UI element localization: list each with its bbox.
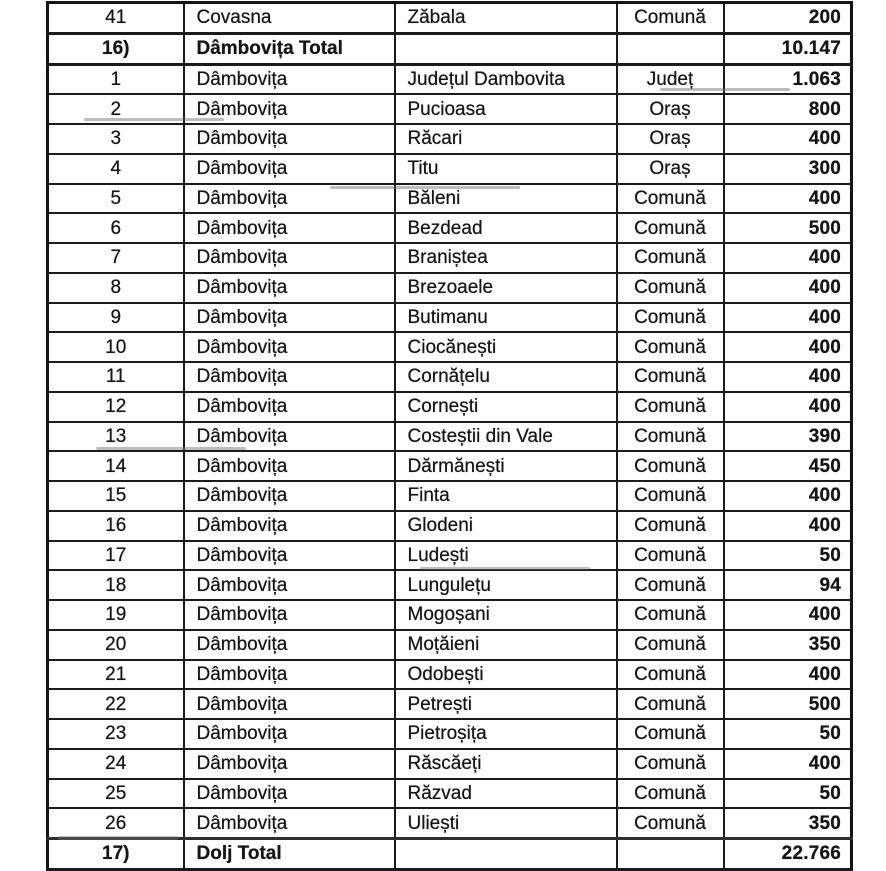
table-row [48, 362, 852, 392]
cell-row-number: 23 [48, 719, 184, 749]
cell-locality-type: Comună [617, 808, 724, 838]
cell-amount: 300 [724, 154, 852, 184]
cell-locality-type: Comună [617, 303, 724, 333]
cell-county: Dolj Total [184, 839, 395, 870]
cell-locality: Mogoșani [395, 600, 617, 630]
table-row [48, 481, 852, 511]
cell-locality-type [617, 33, 724, 64]
cell-locality: Brezoaele [395, 273, 617, 303]
cell-county: Dâmbovița [184, 689, 395, 719]
cell-amount: 400 [724, 184, 852, 214]
cell-amount: 400 [724, 392, 852, 422]
cell-locality-type: Comună [617, 184, 724, 214]
cell-amount: 390 [724, 422, 852, 452]
cell-row-number: 19 [48, 600, 184, 630]
table-row [48, 213, 852, 243]
cell-row-number: 17) [48, 839, 184, 870]
cell-locality-type: Comună [617, 243, 724, 273]
table-row [48, 719, 852, 749]
table-row [48, 541, 852, 571]
cell-row-number: 41 [48, 3, 184, 34]
cell-amount: 10.147 [724, 33, 852, 64]
cell-county: Dâmbovița Total [184, 33, 395, 64]
cell-county: Dâmbovița [184, 124, 395, 154]
table-row [48, 570, 852, 600]
cell-amount: 400 [724, 660, 852, 690]
cell-locality: Județul Dambovita [395, 64, 617, 94]
cell-county: Dâmbovița [184, 630, 395, 660]
cell-locality-type: Comună [617, 749, 724, 779]
cell-locality: Cornești [395, 392, 617, 422]
cell-amount: 50 [724, 779, 852, 809]
cell-row-number: 26 [48, 808, 184, 838]
cell-county: Covasna [184, 3, 395, 34]
cell-amount: 450 [724, 451, 852, 481]
table-row [48, 392, 852, 422]
cell-row-number: 6 [48, 213, 184, 243]
cell-row-number: 11 [48, 362, 184, 392]
cell-locality-type: Comună [617, 511, 724, 541]
cell-locality: Băleni [395, 184, 617, 214]
table-row [48, 64, 852, 94]
table-row [48, 451, 852, 481]
cell-amount: 50 [724, 541, 852, 571]
table-row [48, 839, 852, 870]
cell-locality: Ciocănești [395, 332, 617, 362]
cell-amount: 400 [724, 243, 852, 273]
cell-row-number: 20 [48, 630, 184, 660]
cell-row-number: 18 [48, 570, 184, 600]
table-row [48, 422, 852, 452]
cell-row-number: 21 [48, 660, 184, 690]
cell-row-number: 22 [48, 689, 184, 719]
cell-locality: Uliești [395, 808, 617, 838]
table-body [48, 3, 852, 870]
cell-locality-type: Comună [617, 451, 724, 481]
cell-county: Dâmbovița [184, 749, 395, 779]
cell-row-number: 7 [48, 243, 184, 273]
cell-row-number: 16 [48, 511, 184, 541]
cell-row-number: 25 [48, 779, 184, 809]
cell-row-number: 9 [48, 303, 184, 333]
cell-locality-type: Comună [617, 570, 724, 600]
cell-county: Dâmbovița [184, 422, 395, 452]
cell-amount: 50 [724, 719, 852, 749]
cell-locality: Lungulețu [395, 570, 617, 600]
cell-locality-type: Comună [617, 600, 724, 630]
cell-locality-type: Comună [617, 3, 724, 34]
cell-locality-type: Comună [617, 422, 724, 452]
cell-locality: Dărmănești [395, 451, 617, 481]
cell-locality-type [617, 839, 724, 870]
cell-county: Dâmbovița [184, 541, 395, 571]
table-row [48, 243, 852, 273]
cell-locality-type: Oraș [617, 94, 724, 124]
cell-row-number: 13 [48, 422, 184, 452]
cell-locality-type: Comună [617, 213, 724, 243]
cell-county: Dâmbovița [184, 332, 395, 362]
cell-county: Dâmbovița [184, 213, 395, 243]
table-row [48, 154, 852, 184]
cell-row-number: 14 [48, 451, 184, 481]
cell-locality: Răscăeți [395, 749, 617, 779]
cell-locality: Moțăieni [395, 630, 617, 660]
cell-amount: 200 [724, 3, 852, 34]
cell-amount: 500 [724, 689, 852, 719]
cell-county: Dâmbovița [184, 154, 395, 184]
table-row [48, 689, 852, 719]
cell-county: Dâmbovița [184, 719, 395, 749]
cell-locality: Zăbala [395, 3, 617, 34]
cell-row-number: 2 [48, 94, 184, 124]
cell-row-number: 8 [48, 273, 184, 303]
cell-locality: Ludești [395, 541, 617, 571]
table-row [48, 184, 852, 214]
cell-locality-type: Oraș [617, 124, 724, 154]
cell-locality: Cornățelu [395, 362, 617, 392]
cell-locality-type: Comună [617, 392, 724, 422]
cell-locality: Bezdead [395, 213, 617, 243]
cell-locality-type: Comună [617, 362, 724, 392]
cell-row-number: 12 [48, 392, 184, 422]
cell-locality [395, 33, 617, 64]
cell-locality: Petrești [395, 689, 617, 719]
cell-locality-type: Comună [617, 332, 724, 362]
cell-county: Dâmbovița [184, 243, 395, 273]
cell-amount: 400 [724, 124, 852, 154]
table-row [48, 749, 852, 779]
table-row [48, 779, 852, 809]
cell-amount: 400 [724, 749, 852, 779]
cell-amount: 400 [724, 481, 852, 511]
cell-county: Dâmbovița [184, 511, 395, 541]
cell-county: Dâmbovița [184, 392, 395, 422]
cell-locality-type: Oraș [617, 154, 724, 184]
cell-county: Dâmbovița [184, 273, 395, 303]
cell-row-number: 17 [48, 541, 184, 571]
cell-locality: Răzvad [395, 779, 617, 809]
cell-amount: 400 [724, 511, 852, 541]
cell-amount: 350 [724, 808, 852, 838]
cell-amount: 22.766 [724, 839, 852, 870]
cell-locality: Costeștii din Vale [395, 422, 617, 452]
cell-county: Dâmbovița [184, 570, 395, 600]
cell-amount: 1.063 [724, 64, 852, 94]
cell-amount: 800 [724, 94, 852, 124]
table-row [48, 124, 852, 154]
cell-amount: 400 [724, 273, 852, 303]
cell-locality-type: Comună [617, 273, 724, 303]
cell-locality-type: Comună [617, 630, 724, 660]
table-row [48, 3, 852, 34]
table-row [48, 332, 852, 362]
cell-county: Dâmbovița [184, 779, 395, 809]
cell-locality-type: Comună [617, 689, 724, 719]
cell-locality: Titu [395, 154, 617, 184]
cell-county: Dâmbovița [184, 362, 395, 392]
cell-county: Dâmbovița [184, 184, 395, 214]
cell-locality: Pietroșița [395, 719, 617, 749]
cell-county: Dâmbovița [184, 600, 395, 630]
table-row [48, 630, 852, 660]
cell-locality-type: Județ [617, 64, 724, 94]
cell-county: Dâmbovița [184, 808, 395, 838]
cell-amount: 400 [724, 332, 852, 362]
cell-locality: Răcari [395, 124, 617, 154]
cell-locality-type: Comună [617, 779, 724, 809]
cell-amount: 400 [724, 303, 852, 333]
cell-amount: 400 [724, 362, 852, 392]
cell-row-number: 16) [48, 33, 184, 64]
cell-locality: Finta [395, 481, 617, 511]
cell-locality: Braniștea [395, 243, 617, 273]
cell-amount: 350 [724, 630, 852, 660]
cell-locality-type: Comună [617, 660, 724, 690]
cell-row-number: 5 [48, 184, 184, 214]
cell-county: Dâmbovița [184, 303, 395, 333]
cell-locality-type: Comună [617, 719, 724, 749]
cell-locality: Odobești [395, 660, 617, 690]
cell-row-number: 1 [48, 64, 184, 94]
cell-row-number: 3 [48, 124, 184, 154]
table-row [48, 303, 852, 333]
cell-locality: Butimanu [395, 303, 617, 333]
cell-county: Dâmbovița [184, 451, 395, 481]
cell-locality-type: Comună [617, 481, 724, 511]
table-row [48, 808, 852, 838]
table-row [48, 600, 852, 630]
allocation-table [46, 1, 853, 871]
cell-amount: 500 [724, 213, 852, 243]
cell-row-number: 4 [48, 154, 184, 184]
cell-locality: Glodeni [395, 511, 617, 541]
cell-locality [395, 839, 617, 870]
cell-amount: 400 [724, 600, 852, 630]
table-row [48, 511, 852, 541]
cell-row-number: 15 [48, 481, 184, 511]
cell-locality: Pucioasa [395, 94, 617, 124]
cell-amount: 94 [724, 570, 852, 600]
cell-county: Dâmbovița [184, 64, 395, 94]
table-row [48, 33, 852, 64]
cell-row-number: 10 [48, 332, 184, 362]
cell-county: Dâmbovița [184, 481, 395, 511]
table-row [48, 94, 852, 124]
table-row [48, 660, 852, 690]
cell-locality-type: Comună [617, 541, 724, 571]
cell-county: Dâmbovița [184, 660, 395, 690]
cell-row-number: 24 [48, 749, 184, 779]
cell-county: Dâmbovița [184, 94, 395, 124]
table-row [48, 273, 852, 303]
